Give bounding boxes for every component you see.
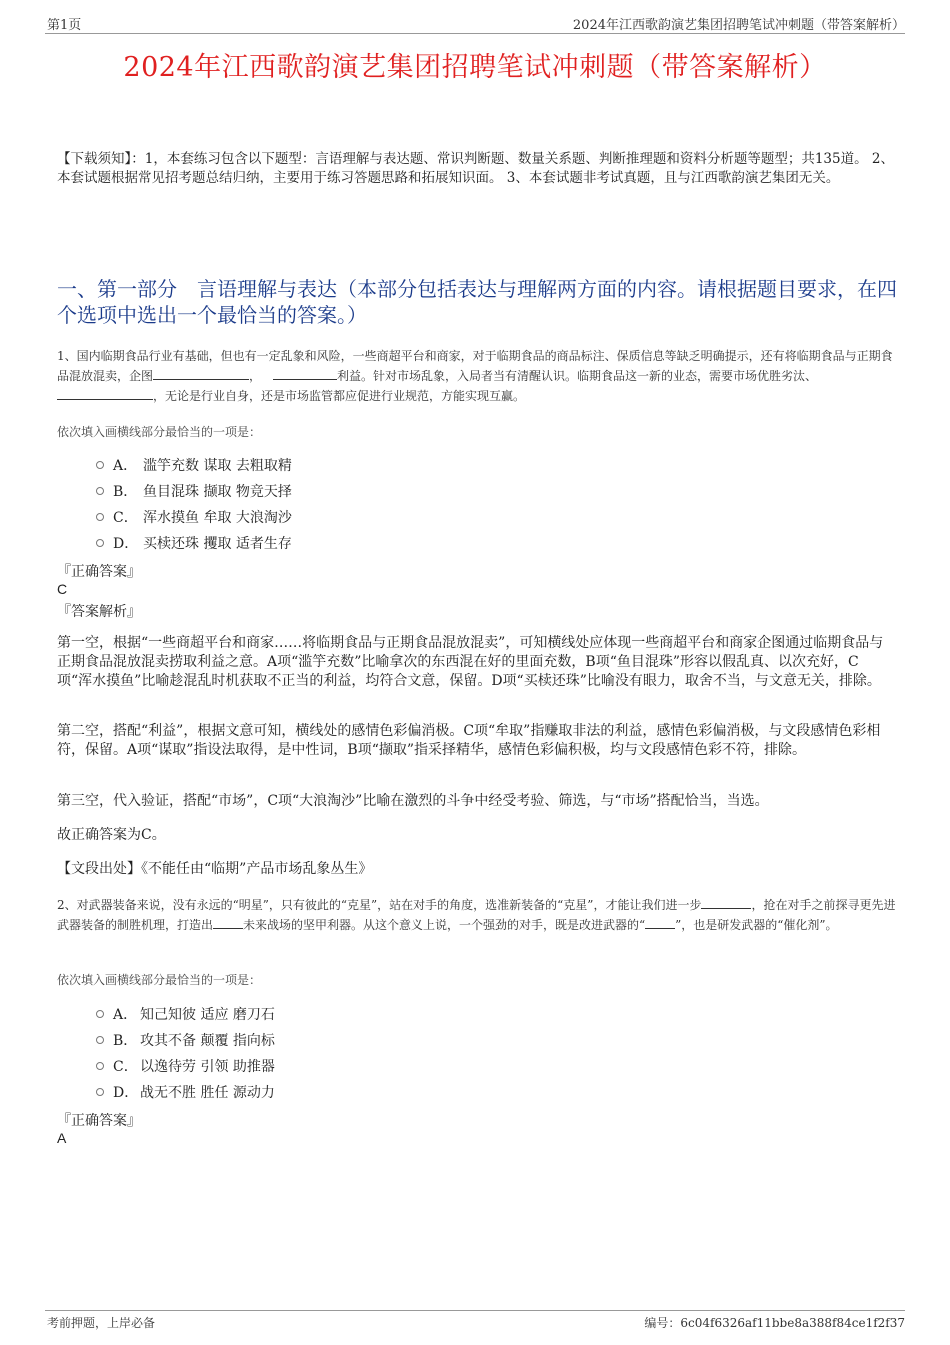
answer-blank <box>57 386 153 400</box>
q1-text-part-1: 1、国内临期食品行业有基础，但也有一定乱象和风险，一些商超平台和商家，对于临期食品的商品标注、保质信息等缺乏明确提示，还有将临期食品与正期食品混放混卖，企图 <box>57 349 893 383</box>
answer-blank <box>701 895 751 909</box>
footer-divider <box>45 1310 905 1311</box>
q1-source: 【文段出处】《不能任由“临期”产品市场乱象丛生》 <box>57 861 373 877</box>
q1-option-c[interactable]: C． 浑水摸鱼 牟取 大浪淘沙 <box>96 504 292 530</box>
q1-text-part-3: 利益。针对市场乱象，入局者当有清醒认识。临期食品这一新的业态，需要市场优胜劣汰、 <box>337 369 818 383</box>
radio-icon[interactable] <box>96 513 104 521</box>
answer-blank <box>645 915 675 929</box>
q1-analysis-paragraph: 第三空，代入验证，搭配“市场”，C项“大浪淘沙”比喻在激烈的斗争中经受考验、筛选，与“市场”搭配恰当，当选。 <box>57 793 769 809</box>
q2-prompt: 依次填入画横线部分最恰当的一项是： <box>57 973 262 987</box>
q1-options <box>96 452 292 556</box>
radio-icon[interactable] <box>96 1010 104 1018</box>
header-doc-title: 2024年江西歌韵演艺集团招聘笔试冲刺题（带答案解析） <box>572 18 905 33</box>
q2-answer-heading: 『正确答案』 <box>57 1113 141 1129</box>
page-number: 第1页 <box>47 18 82 33</box>
footer-slogan: 考前押题，上岸必备 <box>47 1316 156 1330</box>
q1-conclusion: 故正确答案为C。 <box>57 827 166 843</box>
q1-analysis-paragraph: 第二空，搭配“利益”，根据文意可知，横线处的感情色彩偏消极。C项“牟取”指赚取非法的利益，感情色彩偏消极，与文段感情色彩相符，保留。A项“谋取”指设法取得，是中性词，B项“撷取”指采择精华，感情色彩偏积极，均与文段感情色彩不符，排除。 <box>57 723 881 758</box>
radio-icon[interactable] <box>96 1062 104 1070</box>
radio-icon[interactable] <box>96 461 104 469</box>
q1-prompt: 依次填入画横线部分最恰当的一项是： <box>57 425 262 439</box>
radio-icon[interactable] <box>96 1088 104 1096</box>
section-title: 一、第一部分 言语理解与表达（本部分包括表达与理解两方面的内容。请根据题目要求，在四个选项中选出一个最恰当的答案。） <box>57 277 897 327</box>
q1-text-part-2: ， <box>249 369 262 383</box>
q2-text-part-2: ，抢在对手之前探寻更先进武器装备的制胜机理，打造出 <box>57 898 896 932</box>
q2-option-b[interactable]: B． 攻其不备 颠覆 指向标 <box>96 1027 275 1053</box>
q2-text-part-1: 2、对武器装备来说，没有永远的“明星”，只有彼此的“克星”，站在对手的角度，选准新装备的“克星”，才能让我们进一步 <box>57 898 702 912</box>
q2-option-c[interactable]: C． 以逸待劳 引领 助推器 <box>96 1053 275 1079</box>
document-title: 2024年江西歌韵演艺集团招聘笔试冲刺题（带答案解析） <box>123 52 827 83</box>
q2-option-d[interactable]: D． 战无不胜 胜任 源动力 <box>96 1079 275 1105</box>
q2-text-part-3: 未来战场的坚甲利器。从这个意义上说，一个强劲的对手，既是改进武器的“ <box>243 918 646 932</box>
q2-option-a[interactable]: A． 知己知彼 适应 磨刀石 <box>96 1001 275 1027</box>
footer-serial-number: 编号：6c04f6326af11bbe8a388f84ce1f2f37 <box>644 1316 905 1330</box>
q2-text-part-4: ”，也是研发武器的“催化剂”。 <box>675 918 838 932</box>
radio-icon[interactable] <box>96 539 104 547</box>
q2-options <box>96 1001 275 1105</box>
radio-icon[interactable] <box>96 487 104 495</box>
q1-text-part-4: ，无论是行业自身，还是市场监管都应促进行业规范，方能实现互赢。 <box>153 389 526 403</box>
q1-answer-heading: 『正确答案』 <box>57 564 141 580</box>
q1-option-d[interactable]: D． 买椟还珠 攫取 适者生存 <box>96 530 292 556</box>
q1-analysis-heading: 『答案解析』 <box>57 604 141 620</box>
question-2-stem <box>57 895 902 935</box>
q1-analysis-paragraph: 第一空，根据“一些商超平台和商家……将临期食品与正期食品混放混卖”，可知横线处应体现一些商超平台和商家企图通过临期食品与正期食品混放混卖捞取利益之意。A项“滥竽充数”比喻拿次的东西混在好的里面充数，B项“鱼目混珠”形容以假乱真、以次充好，C项“浑水摸鱼”比喻趁混乱时机获取不正当的利益，均符合文意，保留。D项“买椟还珠”比喻没有眼力，取舍不当，与文意无关，排除。 <box>57 635 884 689</box>
answer-blank <box>213 915 243 929</box>
q1-option-a[interactable]: A． 滥竽充数 谋取 去粗取精 <box>96 452 292 478</box>
answer-blank <box>153 366 249 380</box>
header-divider <box>45 33 905 34</box>
q1-option-b[interactable]: B． 鱼目混珠 撷取 物竞天择 <box>96 478 292 504</box>
question-1-stem <box>57 346 902 406</box>
answer-blank <box>273 366 337 380</box>
radio-icon[interactable] <box>96 1036 104 1044</box>
q1-answer: C <box>57 581 68 597</box>
q2-answer: A <box>57 1130 67 1146</box>
download-notice: 【下载须知】：1，本套练习包含以下题型：言语理解与表达题、常识判断题、数量关系题、判断推理题和资料分析题等题型；共135道。 2、本套试题根据常见招考题总结归纳，主要用于练习答题思路和拓展知识面。 3、本套试题非考试真题，且与江西歌韵演艺集团无关。 <box>57 151 894 186</box>
